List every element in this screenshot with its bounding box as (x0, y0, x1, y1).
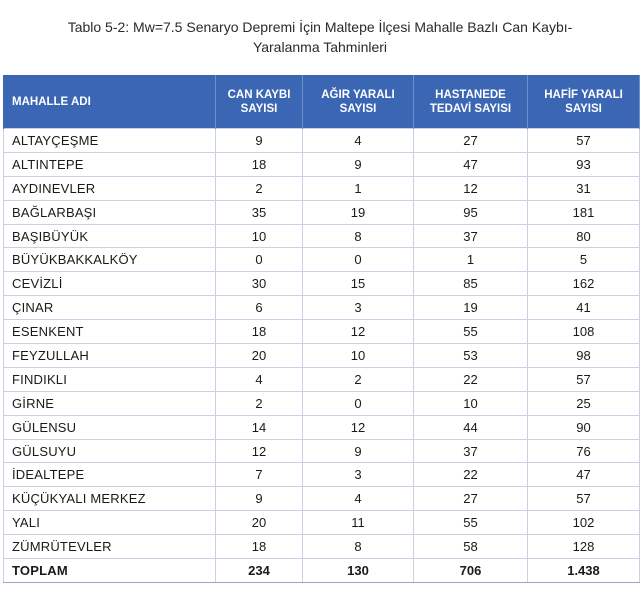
deaths-cell: 20 (216, 344, 303, 368)
total-label: TOPLAM (4, 559, 216, 583)
severe-injured-cell: 0 (303, 248, 414, 272)
deaths-cell: 0 (216, 248, 303, 272)
hospital-treatment-cell: 47 (414, 152, 528, 176)
hospital-treatment-cell: 58 (414, 535, 528, 559)
severe-injured-cell: 3 (303, 296, 414, 320)
deaths-cell: 9 (216, 129, 303, 153)
neighborhood-cell: ÇINAR (4, 296, 216, 320)
neighborhood-cell: BÜYÜKBAKKALKÖY (4, 248, 216, 272)
total-hospital-treatment-cell: 706 (414, 559, 528, 583)
severe-injured-cell: 1 (303, 176, 414, 200)
neighborhood-cell: ZÜMRÜTEVLER (4, 535, 216, 559)
hospital-treatment-cell: 44 (414, 415, 528, 439)
header-neighborhood (4, 76, 216, 129)
table-caption (0, 17, 640, 57)
deaths-cell: 7 (216, 463, 303, 487)
header-text: MAHALLE ADI (12, 96, 91, 108)
header-text: HAFİF YARALI (544, 89, 623, 101)
light-injured-cell: 102 (528, 511, 640, 535)
light-injured-cell: 47 (528, 463, 640, 487)
light-injured-cell: 57 (528, 367, 640, 391)
deaths-cell: 6 (216, 296, 303, 320)
hospital-treatment-cell: 22 (414, 367, 528, 391)
light-injured-cell: 90 (528, 415, 640, 439)
table-row (4, 272, 640, 296)
deaths-cell: 14 (216, 415, 303, 439)
neighborhood-cell: ESENKENT (4, 320, 216, 344)
neighborhood-cell: BAĞLARBAŞI (4, 200, 216, 224)
light-injured-cell: 93 (528, 152, 640, 176)
header-hospital-treatment (414, 76, 528, 129)
severe-injured-cell: 2 (303, 367, 414, 391)
severe-injured-cell: 12 (303, 415, 414, 439)
severe-injured-cell: 0 (303, 391, 414, 415)
neighborhood-cell: FINDIKLI (4, 367, 216, 391)
table-row (4, 344, 640, 368)
hospital-treatment-cell: 12 (414, 176, 528, 200)
header-text: AĞIR YARALI (321, 89, 395, 101)
severe-injured-cell: 4 (303, 487, 414, 511)
table-row (4, 367, 640, 391)
header-text: SAYISI (565, 103, 602, 115)
neighborhood-cell: AYDINEVLER (4, 176, 216, 200)
neighborhood-cell: GÜLENSU (4, 415, 216, 439)
deaths-cell: 35 (216, 200, 303, 224)
total-severe-injured-cell: 130 (303, 559, 414, 583)
neighborhood-cell: GİRNE (4, 391, 216, 415)
light-injured-cell: 98 (528, 344, 640, 368)
total-deaths-cell: 234 (216, 559, 303, 583)
header-text: SAYISI (240, 103, 278, 115)
light-injured-cell: 41 (528, 296, 640, 320)
hospital-treatment-cell: 27 (414, 487, 528, 511)
caption-line-1: Tablo 5-2: Mw=7.5 Senaryo Depremi İçin Maltepe İlçesi Mahalle Bazlı Can Kaybı- (67, 19, 573, 35)
light-injured-cell: 80 (528, 224, 640, 248)
total-row (4, 559, 640, 583)
table-row (4, 176, 640, 200)
table-row (4, 248, 640, 272)
severe-injured-cell: 9 (303, 152, 414, 176)
light-injured-cell: 31 (528, 176, 640, 200)
hospital-treatment-cell: 27 (414, 129, 528, 153)
deaths-cell: 18 (216, 535, 303, 559)
severe-injured-cell: 10 (303, 344, 414, 368)
light-injured-cell: 162 (528, 272, 640, 296)
table-row (4, 535, 640, 559)
deaths-cell: 10 (216, 224, 303, 248)
table-row (4, 415, 640, 439)
hospital-treatment-cell: 55 (414, 320, 528, 344)
header-text: TEDAVİ SAYISI (429, 103, 512, 115)
deaths-cell: 20 (216, 511, 303, 535)
severe-injured-cell: 4 (303, 129, 414, 153)
hospital-treatment-cell: 22 (414, 463, 528, 487)
neighborhood-cell: CEVİZLİ (4, 272, 216, 296)
light-injured-cell: 128 (528, 535, 640, 559)
hospital-treatment-cell: 1 (414, 248, 528, 272)
deaths-cell: 18 (216, 152, 303, 176)
header-text: SAYISI (339, 103, 377, 115)
light-injured-cell: 5 (528, 248, 640, 272)
table-row (4, 296, 640, 320)
deaths-cell: 30 (216, 272, 303, 296)
deaths-cell: 18 (216, 320, 303, 344)
header-light-injured (528, 76, 640, 129)
hospital-treatment-cell: 95 (414, 200, 528, 224)
severe-injured-cell: 19 (303, 200, 414, 224)
table-header-row (4, 76, 640, 129)
hospital-treatment-cell: 37 (414, 224, 528, 248)
caption-line-2: Yaralanma Tahminleri (252, 39, 388, 55)
table-row (4, 511, 640, 535)
light-injured-cell: 181 (528, 200, 640, 224)
header-text: CAN KAYBI (227, 89, 291, 101)
severe-injured-cell: 8 (303, 535, 414, 559)
neighborhood-cell: KÜÇÜKYALI MERKEZ (4, 487, 216, 511)
table-row (4, 463, 640, 487)
table-row (4, 129, 640, 153)
table-row (4, 152, 640, 176)
header-deaths (216, 76, 303, 129)
neighborhood-cell: İDEALTEPE (4, 463, 216, 487)
hospital-treatment-cell: 10 (414, 391, 528, 415)
neighborhood-cell: GÜLSUYU (4, 439, 216, 463)
neighborhood-cell: BAŞIBÜYÜK (4, 224, 216, 248)
light-injured-cell: 108 (528, 320, 640, 344)
table-row (4, 224, 640, 248)
table-row (4, 439, 640, 463)
hospital-treatment-cell: 85 (414, 272, 528, 296)
table-row (4, 320, 640, 344)
deaths-cell: 2 (216, 391, 303, 415)
neighborhood-cell: YALI (4, 511, 216, 535)
light-injured-cell: 25 (528, 391, 640, 415)
light-injured-cell: 57 (528, 129, 640, 153)
deaths-cell: 9 (216, 487, 303, 511)
light-injured-cell: 76 (528, 439, 640, 463)
deaths-cell: 4 (216, 367, 303, 391)
table-row (4, 487, 640, 511)
header-text: HASTANEDE (435, 89, 506, 101)
light-injured-cell: 57 (528, 487, 640, 511)
neighborhood-cell: FEYZULLAH (4, 344, 216, 368)
neighborhood-cell: ALTAYÇEŞME (4, 129, 216, 153)
table-body (4, 129, 640, 583)
severe-injured-cell: 15 (303, 272, 414, 296)
severe-injured-cell: 12 (303, 320, 414, 344)
casualty-table (3, 75, 640, 583)
hospital-treatment-cell: 55 (414, 511, 528, 535)
hospital-treatment-cell: 19 (414, 296, 528, 320)
header-severe-injured (303, 76, 414, 129)
severe-injured-cell: 3 (303, 463, 414, 487)
table-row (4, 391, 640, 415)
neighborhood-cell: ALTINTEPE (4, 152, 216, 176)
total-light-injured-cell: 1.438 (528, 559, 640, 583)
hospital-treatment-cell: 53 (414, 344, 528, 368)
deaths-cell: 2 (216, 176, 303, 200)
deaths-cell: 12 (216, 439, 303, 463)
severe-injured-cell: 8 (303, 224, 414, 248)
hospital-treatment-cell: 37 (414, 439, 528, 463)
severe-injured-cell: 9 (303, 439, 414, 463)
severe-injured-cell: 11 (303, 511, 414, 535)
table-row (4, 200, 640, 224)
